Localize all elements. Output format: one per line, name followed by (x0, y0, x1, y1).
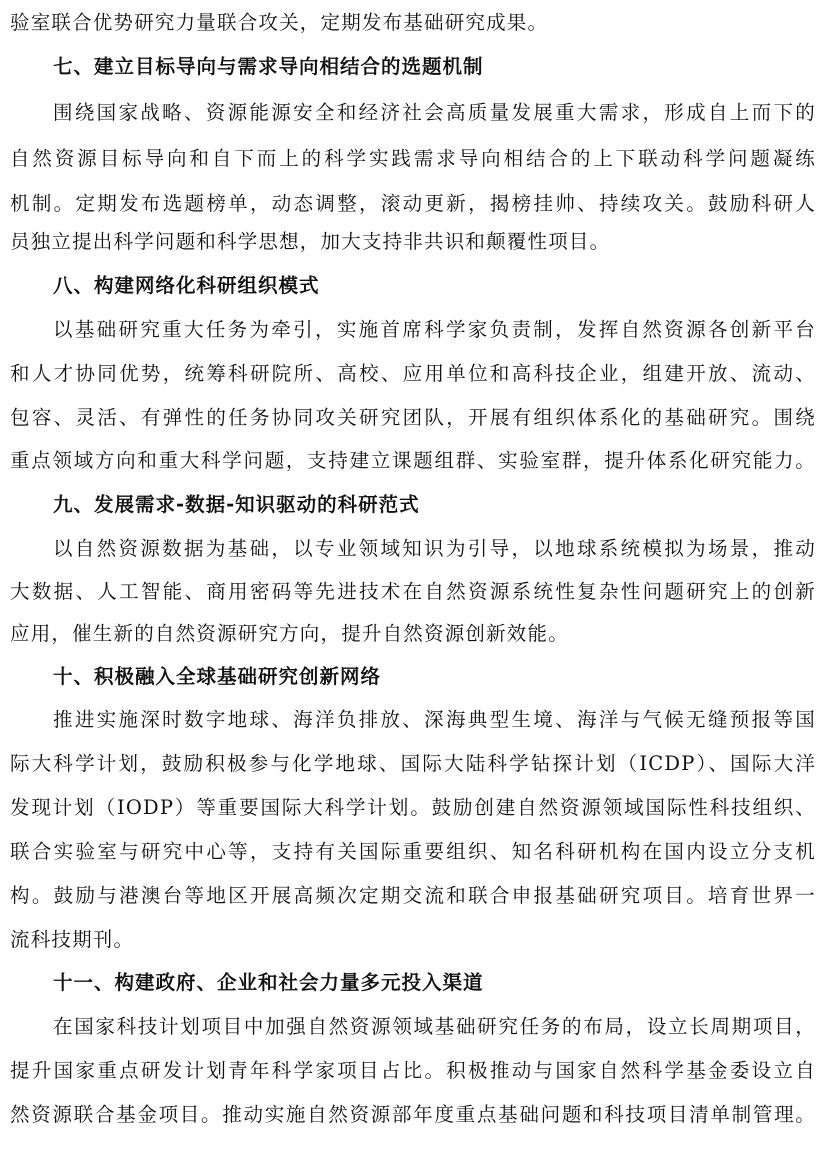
paragraph-line: 以基础研究重大任务为牵引，实施首席科学家负责制，发挥自然资源各创新平台 (53, 318, 816, 341)
paragraph-line: 重点领域方向和重大科学问题，支持建立课题组群、实验室群，提升体系化研究能力。 (10, 449, 816, 472)
section-heading-10: 十、积极融入全球基础研究创新网络 (53, 665, 382, 688)
section-heading-7: 七、建立目标导向与需求导向相结合的选题机制 (53, 55, 484, 78)
paragraph-line: 大数据、人工智能、商用密码等先进技术在自然资源系统性复杂性问题研究上的创新 (10, 580, 816, 603)
paragraph-line: 和人才协同优势，统筹科研院所、高校、应用单位和高科技企业，组建开放、流动、 (10, 362, 816, 385)
paragraph-line: 构。鼓励与港澳台等地区开展高频次定期交流和联合申报基础研究项目。培育世界一 (10, 884, 816, 907)
paragraph-line: 然资源联合基金项目。推动实施自然资源部年度重点基础问题和科技项目清单制管理。 (10, 1103, 816, 1126)
paragraph-line: 员独立提出科学问题和科学思想，加大支持非共识和颠覆性项目。 (10, 230, 611, 253)
paragraph-line: 发现计划（IODP）等重要国际大科学计划。鼓励创建自然资源领域国际性科技组织、 (10, 796, 816, 819)
section-heading-9: 九、发展需求-数据-知识驱动的科研范式 (53, 493, 420, 516)
paragraph-line: 验室联合优势研究力量联合攻关，定期发布基础研究成果。 (10, 11, 549, 34)
paragraph-line: 围绕国家战略、资源能源安全和经济社会高质量发展重大需求，形成自上而下的 (53, 101, 816, 124)
paragraph-line: 流科技期刊。 (10, 928, 135, 951)
paragraph-line: 际大科学计划，鼓励积极参与化学地球、国际大陆科学钻探计划（ICDP）、国际大洋 (10, 752, 816, 775)
paragraph-line: 自然资源目标导向和自下而上的科学实践需求导向相结合的上下联动科学问题凝练 (10, 147, 816, 170)
paragraph-line: 在国家科技计划项目中加强自然资源领域基础研究任务的布局，设立长周期项目， (53, 1015, 816, 1038)
paragraph-line: 以自然资源数据为基础，以专业领域知识为引导，以地球系统模拟为场景，推动 (53, 537, 816, 560)
paragraph-line: 提升国家重点研发计划青年科学家项目占比。积极推动与国家自然科学基金委设立自 (10, 1059, 816, 1082)
section-heading-11: 十一、构建政府、企业和社会力量多元投入渠道 (53, 971, 484, 994)
paragraph-line: 联合实验室与研究中心等，支持有关国际重要组织、知名科研机构在国内设立分支机 (10, 840, 816, 863)
section-heading-8: 八、构建网络化科研组织模式 (53, 274, 320, 297)
paragraph-line: 包容、灵活、有弹性的任务协同攻关研究团队，开展有组织体系化的基础研究。围绕 (10, 406, 816, 429)
paragraph-line: 机制。定期发布选题榜单，动态调整，滚动更新，揭榜挂帅、持续攻关。鼓励科研人 (10, 192, 816, 215)
paragraph-line: 应用，催生新的自然资源研究方向，提升自然资源创新效能。 (10, 622, 569, 645)
paragraph-line: 推进实施深时数字地球、海洋负排放、深海典型生境、海洋与气候无缝预报等国 (53, 708, 816, 731)
